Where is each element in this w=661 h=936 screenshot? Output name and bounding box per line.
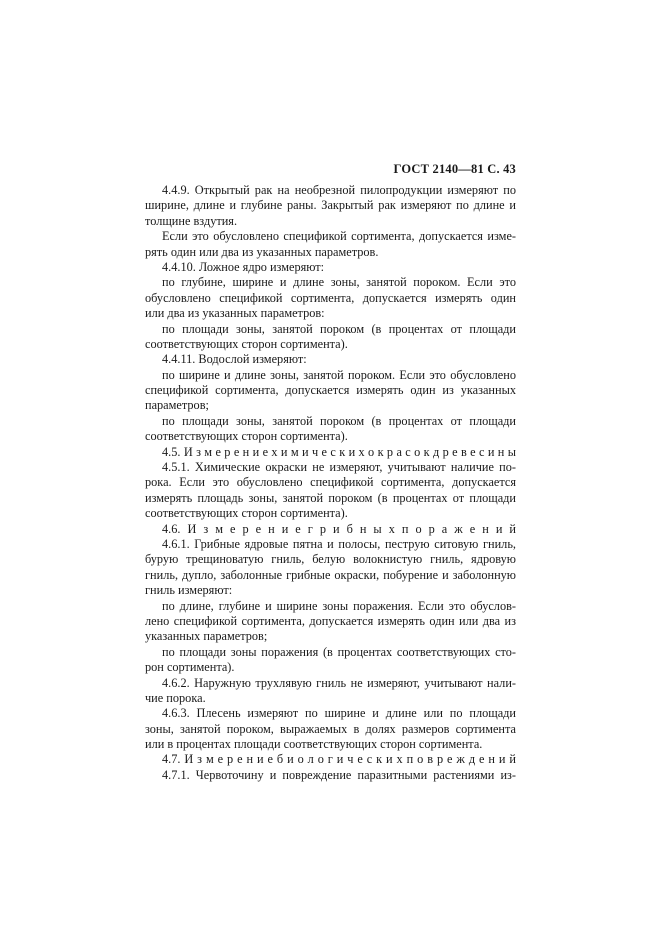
text-line: зоны, занятой пороком, выражаемых в долях размеров сортимента xyxy=(145,721,516,736)
text-line: обусловлено спецификой сортимента, допускается измерять один xyxy=(145,290,516,305)
document-body xyxy=(145,183,516,783)
text-line: гниль измеряют: xyxy=(145,583,233,598)
text-line: указанных параметров; xyxy=(145,629,268,644)
text-line: 4.6.1. Грибные ядровые пятна и полосы, пеструю ситовую гниль, xyxy=(162,536,516,551)
text-line: 4.6.2. Наружную трухлявую гниль не измеряют, учитывают нали- xyxy=(162,675,516,690)
text-line: по ширине и длине зоны, занятой пороком. Если это обусловлено xyxy=(162,367,516,382)
page-header: ГОСТ 2140—81 С. 43 xyxy=(393,162,516,176)
text-line: по глубине, ширине и длине зоны, занятой пороком. Если это xyxy=(162,275,516,290)
text-line: толщине вздутия. xyxy=(145,213,238,228)
text-line: соответствующих сторон сортимента). xyxy=(145,336,348,351)
text-line: по длине, глубине и ширине зоны поражения. Если это обуслов- xyxy=(162,598,516,613)
text-line: 4.7.1. Червоточину и повреждение паразитными растениями из- xyxy=(162,767,516,782)
text-line: 4.7. И з м е р е н и е б и о л о г и ч е с к и х п о в р е ж д е н и й xyxy=(162,752,516,767)
text-line: соответствующих сторон сортимента). xyxy=(145,429,348,444)
text-line: 4.4.10. Ложное ядро измеряют: xyxy=(162,259,325,274)
text-line: гниль, дупло, заболонные грибные окраски, побурение и заболонную xyxy=(145,567,516,582)
text-line: по площади зоны, занятой пороком (в процентах от площади xyxy=(162,413,516,428)
text-line: бурую трещиноватую гниль, белую волокнистую гниль, ядровую xyxy=(145,552,516,567)
text-line: 4.4.11. Водослой измеряют: xyxy=(162,352,307,367)
text-line: Если это обусловлено спецификой сортимента, допускается изме- xyxy=(162,229,516,244)
text-line: рять один или два из указанных параметров. xyxy=(145,244,379,259)
text-line: или два из указанных параметров: xyxy=(145,306,325,321)
text-line: 4.5.1. Химические окраски не измеряют, учитывают наличие по- xyxy=(162,460,516,475)
text-line: ширине, длине и глубине раны. Закрытый рак измеряют по длине и xyxy=(145,198,516,213)
text-line: рон сортимента). xyxy=(145,660,235,675)
text-line: по площади зоны поражения (в процентах соответствующих сто- xyxy=(162,644,516,659)
text-line: рока. Если это обусловлено спецификой сортимента, допускается xyxy=(145,475,516,490)
text-line: параметров; xyxy=(145,398,209,413)
text-line: соответствующих сторон сортимента). xyxy=(145,506,348,521)
text-line: 4.6. И з м е р е н и е г р и б н ы х п о р а ж е н и й xyxy=(162,521,516,536)
text-line: 4.5. И з м е р е н и е х и м и ч е с к и х о к р а с о к д р е в е с и н ы xyxy=(162,444,516,459)
text-line: измерять площадь зоны, занятой пороком (в процентах от площади xyxy=(145,490,516,505)
text-line: 4.4.9. Открытый рак на необрезной пилопродукции измеряют по xyxy=(162,183,516,197)
text-line: 4.6.3. Плесень измеряют по ширине и длине или по площади xyxy=(162,706,516,721)
text-line: спецификой сортимента, допускается измерять один из указанных xyxy=(145,383,516,398)
text-line: лено спецификой сортимента, допускается измерять один или два из xyxy=(145,613,516,628)
text-line: по площади зоны, занятой пороком (в процентах от площади xyxy=(162,321,516,336)
text-line: или в процентах площади соответствующих сторон сортимента. xyxy=(145,737,483,752)
text-line: чие порока. xyxy=(145,690,206,705)
